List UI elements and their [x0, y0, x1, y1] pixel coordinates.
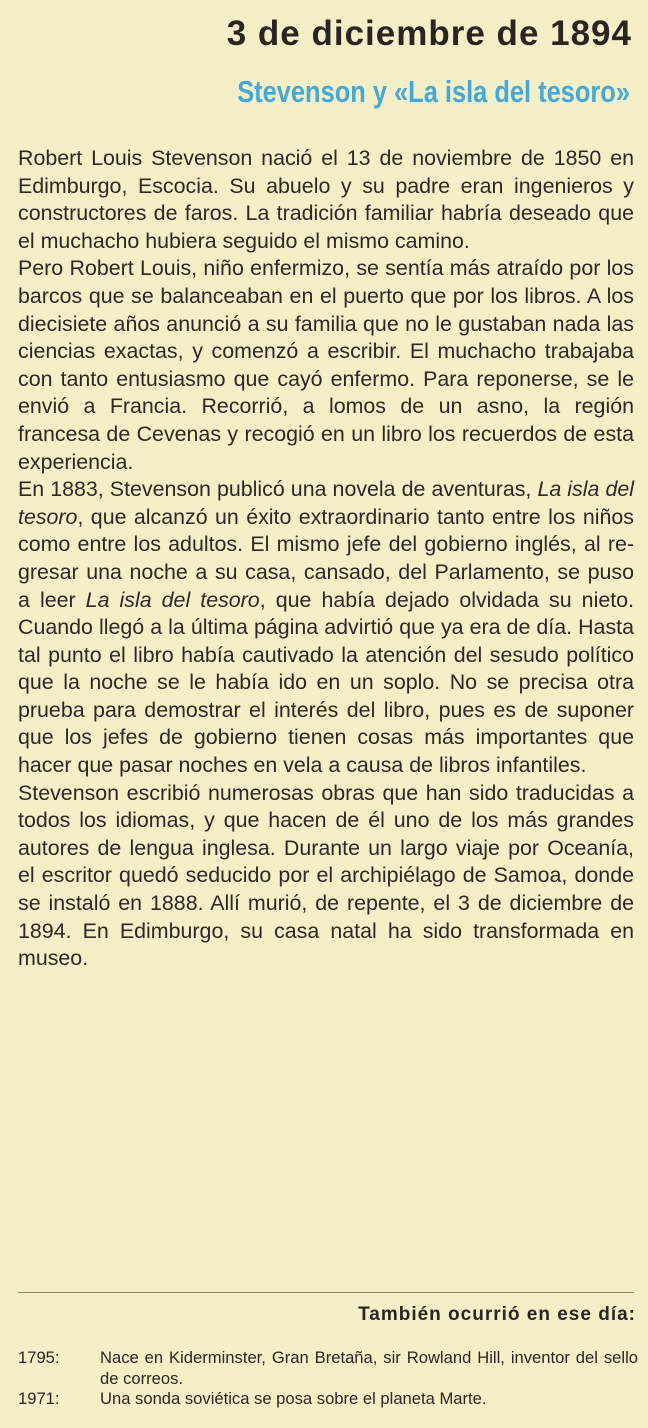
date-title: 3 de diciembre de 1894: [226, 14, 632, 53]
paragraph-samoa: Stevenson escribió numerosas obras que han sido traducidas a todos los idiomas, y que hacen de él uno de los más grandes autores de lengua inglesa. Durante un largo viaje por Oceanía, el escritor quedó seducido por el archipiélago de Samoa, donde se instaló en 1888. Allí murió, de repente, el 3 de diciembre de 1894. En Edimburgo, su casa natal ha sido transformada en museo.: [18, 780, 634, 971]
paragraph-youth: Pero Robert Louis, niño enfermizo, se sentía más atraído por los barcos que se balanceaban en el puerto que por los libros. A los diecisiete años anunció a su familia que no le gustaban nada las ciencias exactas, y comenzó a escribir. El muchacho trabajaba con tanto entusiasmo que cayó enfermo. Para reponerse, se le envió a Francia. Recorrió, a lomos de un asno, la región francesa de Cevenas y recogió en un libro los recuerdos de esta experiencia.: [18, 256, 634, 474]
paragraph-treasure-island: [18, 476, 634, 780]
paragraph-text: , que había dejado olvidada su nieto. Cuando llegó a la última página advirtió que ya era de día. Hasta tal punto el libro había cautivado la atención del sesudo político que la noche se le había ido en un soplo. No se precisa otra prueba para demostrar el interés del libro, pues es de suponer que los jefes de gobierno tienen cosas más importantes que hacer que pasar noches en vela a causa de libros infantiles.: [18, 587, 635, 778]
section-divider: [18, 1292, 634, 1293]
paragraph-birth: Robert Louis Stevenson nació el 13 de noviembre de 1850 en Edimburgo, Escocia. Su abuelo y su padre eran ingenieros y constructores de faros. La tradición familiar habría deseado que el muchacho hubiera seguido el mismo camino.: [18, 146, 634, 253]
book-title: La isla del tesoro: [18, 477, 634, 529]
event-item: [18, 1389, 638, 1410]
article-body: [18, 145, 634, 973]
event-text: Nace en Kiderminster, Gran Bretaña, sir Rowland Hill, inventor del sello de correos.: [100, 1348, 638, 1388]
article-subtitle: Stevenson y «La isla del tesoro»: [237, 74, 630, 109]
event-item: [18, 1348, 638, 1389]
paragraph-text: En 1883, Stevenson publicó una novela de aventuras,: [18, 477, 538, 502]
also-happened-heading: También ocurrió en ese día:: [358, 1304, 636, 1325]
event-text: Una sonda soviética se posa sobre el planeta Marte.: [100, 1389, 487, 1408]
events-list: [18, 1348, 638, 1410]
book-title: La isla del tesoro: [85, 587, 260, 612]
event-year: 1795:: [18, 1348, 60, 1367]
paragraph-text: , que alcanzó un éxito extraordinario tanto entre los niños como entre los adultos. El mismo jefe del gobierno inglés, al regresar una noche a su casa, cansado, del Parlamento, se puso a leer: [18, 504, 634, 612]
event-year: 1971:: [18, 1389, 60, 1408]
